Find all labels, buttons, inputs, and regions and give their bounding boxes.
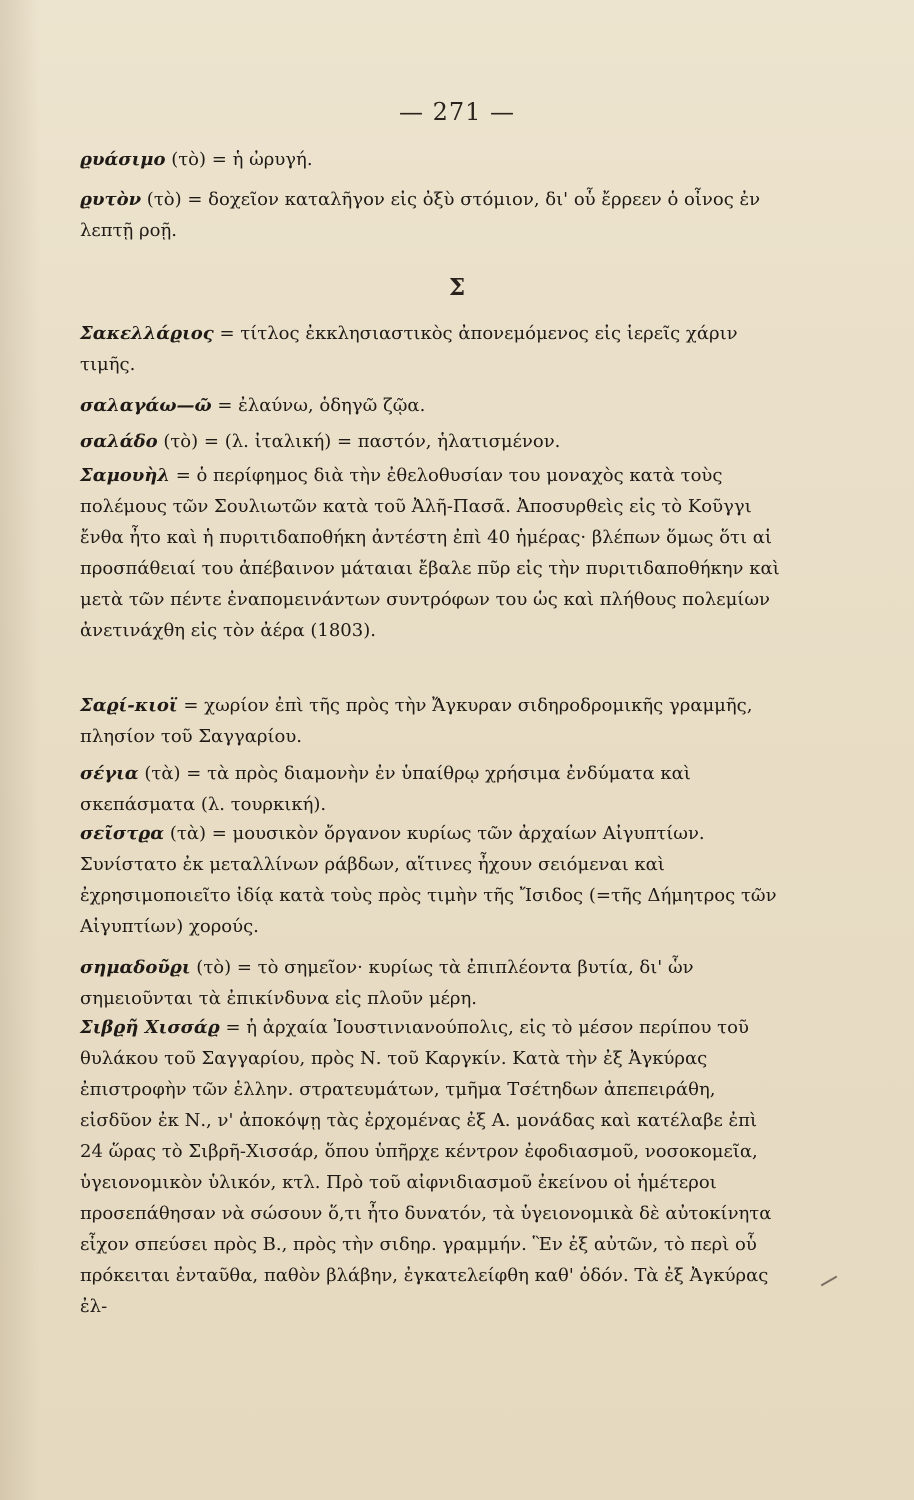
entry-headword: Σαϱί-κιοϊ [80, 695, 178, 716]
dictionary-entry [80, 758, 780, 820]
page-number: — 271 — [398, 98, 516, 126]
entry-headword: σαλαγάω—ῶ [80, 395, 212, 416]
dictionary-entry [80, 318, 780, 380]
margin-pencil-mark [821, 1276, 838, 1287]
entry-headword: σεῖστϱα [80, 823, 165, 844]
section-letter: Σ [448, 274, 466, 301]
entry-text: = ἐλαύνω, ὁδηγῶ ζῷα. [211, 395, 426, 416]
entry-text: (τὸ) = δοχεῖον καταλῆγον εἰς ὀξὺ στόμιον, δι' οὗ ἔρρεεν ὁ οἶνος ἐν λεπτῇ ροῇ. [80, 189, 761, 241]
entry-headword: Σαμουὴλ [80, 465, 170, 486]
entry-text: (τὰ) = μουσικὸν ὄργανον κυρίως τῶν ἀρχαίων Αἰγυπτίων. Συνίστατο ἐκ μεταλλίνων ράβδων, αἵτινες ἦχουν σειόμεναι καὶ ἐχρησιμοποιεῖτο ἰδίᾳ κατὰ τοὺς πρὸς τιμὴν τῆς Ἴσιδος (=τῆς Δήμητρος τῶν Αἰγυπτίων) χορούς. [80, 823, 777, 937]
entry-text: = τίτλος ἐκκλησιαστικὸς ἀπονεμόμενος εἰς ἱερεῖς χάριν τιμῆς. [80, 323, 738, 375]
entry-headword: Σιβϱῆ Χισσάϱ [80, 1017, 220, 1038]
entry-text: = χωρίον ἐπὶ τῆς πρὸς τὴν Ἄγκυραν σιδηροδρομικῆς γραμμῆς, πλησίον τοῦ Σαγγαρίου. [80, 695, 753, 747]
entry-headword: σαλάδο [80, 431, 158, 452]
dictionary-entry [80, 818, 780, 942]
entry-text: (τὸ) = ἡ ὠρυγή. [165, 149, 313, 170]
entry-headword: Σακελλάϱιος [80, 323, 214, 344]
dictionary-entry [80, 1012, 780, 1322]
dictionary-entry [80, 144, 780, 175]
entry-text: (τὸ) = (λ. ἰταλική) = παστόν, ἡλατισμένον. [157, 431, 561, 452]
dictionary-entry [80, 426, 780, 457]
dictionary-entry [80, 690, 780, 752]
entry-headword: ϱυτὸν [80, 189, 142, 210]
entry-text: (τὸ) = τὸ σημεῖον· κυρίως τὰ ἐπιπλέοντα βυτία, δι' ὧν σημειοῦνται τὰ ἐπικίνδυνα εἰς πλοῦν μέρη. [80, 957, 694, 1009]
dictionary-entry [80, 952, 780, 1014]
dictionary-entry [80, 184, 780, 246]
entry-headword: ϱυάσιμο [80, 149, 166, 170]
dictionary-entry [80, 390, 780, 421]
entry-text: (τὰ) = τὰ πρὸς διαμονὴν ἐν ὑπαίθρῳ χρήσιμα ἐνδύματα καὶ σκεπάσματα (λ. τουρκική). [80, 763, 691, 815]
entry-headword: σημαδοῦϱι [80, 957, 191, 978]
dictionary-entry [80, 460, 780, 646]
page-gutter-shadow [0, 0, 40, 1500]
entry-text: = ὁ περίφημος διὰ τὴν ἐθελοθυσίαν του μοναχὸς κατὰ τοὺς πολέμους τῶν Σουλιωτῶν κατὰ τοῦ Ἀλῆ-Πασᾶ. Ἀποσυρθεὶς εἰς τὸ Κοῦγγι ἔνθα ἦτο καὶ ἡ πυριτιδαποθήκη ἀντέστη ἐπὶ 40 ἡμέρας· βλέπων ὅμως ὅτι αἱ προσπάθειαί του ἀπέβαινον μάταιαι ἔβαλε πῦρ εἰς τὴν πυριτιδαποθήκην καὶ μετὰ τῶν πέντε ἐναπομεινάντων συντρόφων του ὡς καὶ πλήθους πολεμίων ἀνετινάχθη εἰς τὸν ἀέρα (1803). [80, 465, 780, 641]
entry-headword: σέγια [80, 763, 139, 784]
entry-text: = ἡ ἀρχαία Ἰουστινιανούπολις, εἰς τὸ μέσον περίπου τοῦ θυλάκου τοῦ Σαγγαρίου, πρὸς Ν. τοῦ Καργκίν. Κατὰ τὴν ἐξ Ἀγκύρας ἐπιστροφὴν τῶν ἑλλην. στρατευμάτων, τμῆμα Τσέτηδων ἀπεπειράθη, εἰσδῦον ἐκ Ν., ν' ἀποκόψῃ τὰς ἐρχομένας ἐξ Α. μονάδας καὶ κατέλαβε ἐπὶ 24 ὥρας τὸ Σιβρῆ-Χισσάρ, ὅπου ὑπῆρχε κέντρον ἐφοδιασμοῦ, νοσοκομεῖα, ὑγειονομικὸν ὑλικόν, κτλ. Πρὸ τοῦ αἰφνιδιασμοῦ ἐκείνου οἱ ἡμέτεροι προσεπάθησαν νὰ σώσουν ὅ,τι ἦτο δυνατόν, τὰ ὑγειονομικὰ δὲ αὐτοκίνητα εἶχον σπεύσει πρὸς Β., πρὸς τὴν σιδηρ. γραμμήν. Ἓν ἐξ αὐτῶν, τὸ περὶ οὗ πρόκειται ἐνταῦθα, παθὸν βλάβην, ἐγκατελείφθη καθ' ὁδόν. Τὰ ἐξ Ἀγκύρας ἐλ- [80, 1017, 772, 1317]
